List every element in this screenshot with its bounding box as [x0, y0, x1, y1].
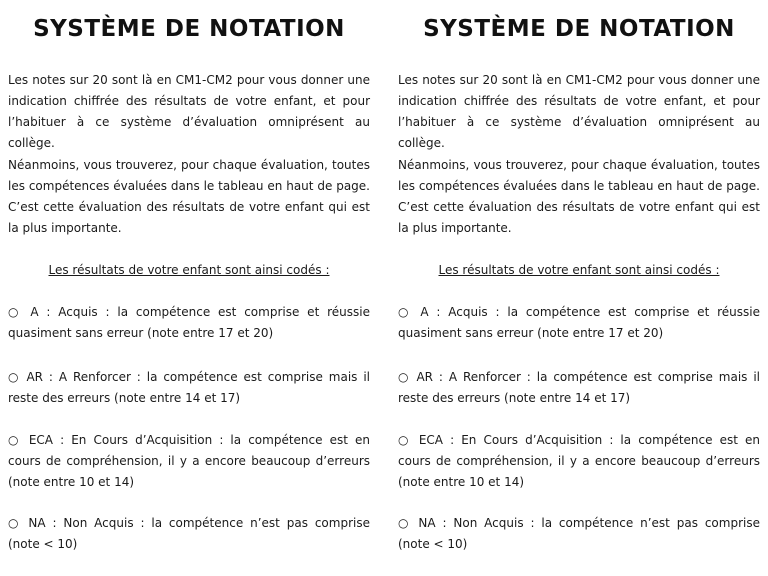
circle-bullet-icon: ○ [398, 433, 412, 447]
code-text: ECA : En Cours d’Acquisition : la compétence est en cours de compréhension, il y a encore beaucoup d’erreurs (note entre 10 et 14) [8, 433, 370, 489]
code-text: AR : A Renforcer : la compétence est comprise mais il reste des erreurs (note entre 14 et 17) [398, 370, 760, 405]
codes-heading: Les résultats de votre enfant sont ainsi codés : [48, 263, 330, 277]
intro-paragraph-1: Les notes sur 20 sont là en CM1-CM2 pour vous donner une indication chiffrée des résultats de votre enfant, et pour l’habituer à ce système d’évaluation omniprésent au collège. [398, 73, 760, 150]
intro-paragraph-2: Néanmoins, vous trouverez, pour chaque évaluation, toutes les compétences évaluées dans le tableau en haut de page. C’est cette évaluation des résultats de votre enfant qui est la plus importante. [8, 158, 370, 235]
code-text: NA : Non Acquis : la compétence n’est pas comprise (note < 10) [8, 516, 370, 551]
code-item-non-acquis [398, 513, 760, 555]
code-text: A : Acquis : la compétence est comprise et réussie quasiment sans erreur (note entre 17 et 20) [8, 305, 370, 340]
code-item-acquis [398, 302, 760, 344]
circle-bullet-icon: ○ [398, 305, 413, 319]
page-title: SYSTÈME DE NOTATION [423, 16, 735, 42]
code-item-a-renforcer [8, 367, 370, 409]
page-title: SYSTÈME DE NOTATION [33, 16, 345, 42]
code-item-non-acquis [8, 513, 370, 555]
circle-bullet-icon: ○ [8, 370, 21, 384]
circle-bullet-icon: ○ [398, 516, 412, 530]
notation-card-left [8, 0, 370, 576]
code-text: NA : Non Acquis : la compétence n’est pas comprise (note < 10) [398, 516, 760, 551]
code-item-en-cours [398, 430, 760, 493]
intro-paragraph-2: Néanmoins, vous trouverez, pour chaque évaluation, toutes les compétences évaluées dans le tableau en haut de page. C’est cette évaluation des résultats de votre enfant qui est la plus importante. [398, 158, 760, 235]
circle-bullet-icon: ○ [8, 516, 22, 530]
circle-bullet-icon: ○ [398, 370, 411, 384]
code-text: ECA : En Cours d’Acquisition : la compétence est en cours de compréhension, il y a encore beaucoup d’erreurs (note entre 10 et 14) [398, 433, 760, 489]
code-item-acquis [8, 302, 370, 344]
notation-card-right [398, 0, 760, 576]
intro-paragraph-1: Les notes sur 20 sont là en CM1-CM2 pour vous donner une indication chiffrée des résultats de votre enfant, et pour l’habituer à ce système d’évaluation omniprésent au collège. [8, 73, 370, 150]
circle-bullet-icon: ○ [8, 433, 22, 447]
code-item-en-cours [8, 430, 370, 493]
code-text: A : Acquis : la compétence est comprise et réussie quasiment sans erreur (note entre 17 et 20) [398, 305, 760, 340]
code-text: AR : A Renforcer : la compétence est comprise mais il reste des erreurs (note entre 14 et 17) [8, 370, 370, 405]
circle-bullet-icon: ○ [8, 305, 23, 319]
code-item-a-renforcer [398, 367, 760, 409]
codes-heading: Les résultats de votre enfant sont ainsi codés : [438, 263, 720, 277]
